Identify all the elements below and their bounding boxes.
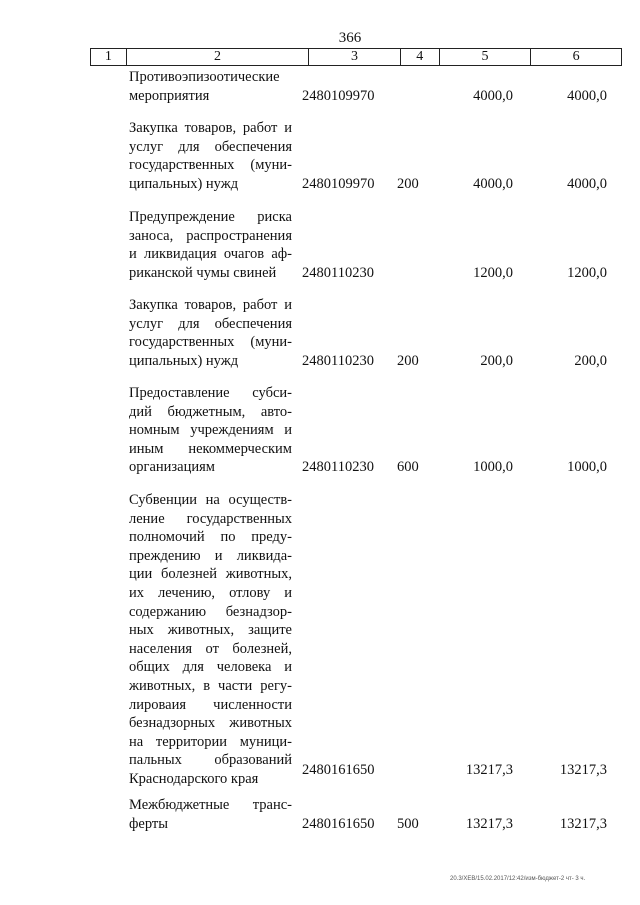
row-code: 2480161650 <box>302 761 375 778</box>
row-code: 2480109970 <box>302 175 375 192</box>
column-header-6: 6 <box>572 49 580 64</box>
row-amount-col5: 13217,3 <box>465 815 513 832</box>
column-header-4: 4 <box>401 49 440 65</box>
row-code: 2480110230 <box>302 352 374 369</box>
page-number: 366 <box>338 30 362 46</box>
row-description: Межбюджетные транс-ферты <box>129 797 292 832</box>
document-stamp: 20.3/ХЕВ/15.02.2017/12:42/изм-бюджет-2 чт- 3 ч. <box>450 876 586 882</box>
row-amount-col5: 200,0 <box>480 352 513 369</box>
column-header-3: 3 <box>309 49 401 65</box>
row-description: Закупка товаров, работ и услуг для обеспечения государственных (муни-ципальных) нужд <box>129 120 292 192</box>
row-expense-type: 200 <box>397 352 419 369</box>
column-header-1: 1 <box>91 49 127 65</box>
row-amount-col6: 4000,0 <box>567 87 607 104</box>
row-description: Предупреждение риска заноса, распространения и ликвидация очагов аф-риканской чумы свиней <box>129 209 292 281</box>
row-amount-col6: 4000,0 <box>567 175 607 192</box>
row-code: 2480110230 <box>302 264 374 281</box>
row-expense-type: 200 <box>397 175 419 192</box>
row-description: Субвенции на осуществ-ление государственных полномочий по преду-преждению и ликвида-ции болезней животных, их лечению, отлову и содержанию безнадзор-ных животных, защите населения от болезней, общих для человека и животных, в части регу-лироваия численности безнадзорных животных на территории муници-пальных образований Краснодарского края <box>129 492 292 787</box>
row-description: Предоставление субси-дий бюджетным, авто-номным учреждениям и иным некоммерческим организациям <box>129 385 292 476</box>
row-amount-col5: 4000,0 <box>473 175 513 192</box>
row-code: 2480161650 <box>302 815 375 832</box>
row-expense-type: 500 <box>397 815 419 832</box>
row-amount-col5: 1200,0 <box>473 264 513 281</box>
row-code: 2480110230 <box>302 459 374 476</box>
row-amount-col5: 13217,3 <box>465 761 513 778</box>
row-expense-type: 600 <box>397 459 419 476</box>
column-header-2: 2 <box>127 49 309 65</box>
table-header-row <box>90 48 622 66</box>
row-amount-col5: 1000,0 <box>473 459 513 476</box>
row-description: Закупка товаров, работ и услуг для обеспечения государственных (муни-ципальных) нужд <box>129 297 292 369</box>
row-amount-col6: 13217,3 <box>559 761 607 778</box>
row-amount-col5: 4000,0 <box>473 87 513 104</box>
row-amount-col6: 200,0 <box>574 352 607 369</box>
row-code: 2480109970 <box>302 87 375 104</box>
column-header-5: 5 <box>440 49 532 65</box>
row-description: Противоэпизоотические мероприятия <box>129 69 280 104</box>
row-amount-col6: 1000,0 <box>567 459 607 476</box>
row-amount-col6: 13217,3 <box>559 815 607 832</box>
row-amount-col6: 1200,0 <box>567 264 607 281</box>
